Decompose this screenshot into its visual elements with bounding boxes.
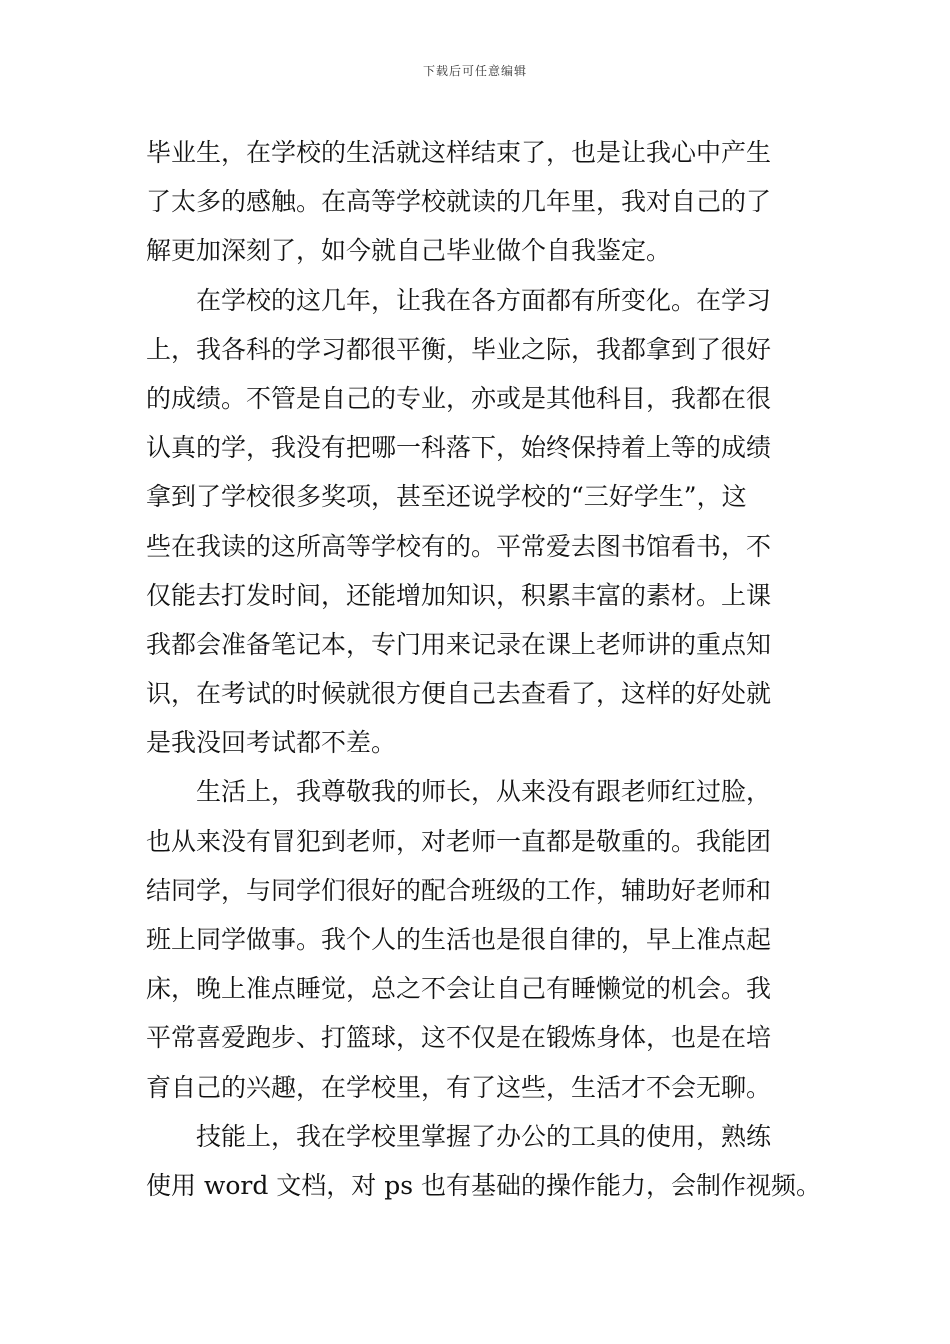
text-line: 些在我读的这所高等学校有的。平常爱去图书馆看书，不 [146,531,772,561]
paragraph-4 [146,1112,822,1210]
text-line: 育自己的兴趣，在学校里，有了这些，生活才不会无聊。 [146,1072,772,1102]
text-line: 班上同学做事。我个人的生活也是很自律的，早上准点起 [146,925,772,954]
text-line: 识，在考试的时候就很方便自己去查看了，这样的好处就 [146,679,772,709]
text-line: 认真的学，我没有把哪一科落下，始终保持着上等的成绩 [146,433,772,463]
paragraph-1 [146,128,810,276]
text-line: 是我没回考试都不差。 [146,728,397,758]
text-line: 平常喜爱跑步、打篮球，这不仅是在锻炼身体，也是在培 [146,1023,772,1053]
text-line: 在学校的这几年，让我在各方面都有所变化。在学习 [146,285,772,315]
text-line: 解更加深刻了，如今就自己毕业做个自我鉴定。 [146,236,672,266]
text-line: 毕业生，在学校的生活就这样结束了，也是让我心中产生 [146,138,772,167]
text-line: 结同学，与同学们很好的配合班级的工作，辅助好老师和 [146,875,772,905]
text-line: 技能上，我在学校里掌握了办公的工具的使用，熟练 [146,1121,772,1151]
paragraph-3 [146,767,810,1111]
text-line: 我都会准备笔记本，专门用来记录在课上老师讲的重点知 [146,629,772,659]
text-line: 生活上，我尊敬我的师长，从来没有跟老师红过脸， [146,777,772,807]
text-line: 了太多的感触。在高等学校就读的几年里，我对自己的了 [146,187,772,217]
text-line: 也从来没有冒犯到老师，对老师一直都是敬重的。我能团 [146,826,772,856]
text-line: 使用 word 文档，对 ps 也有基础的操作能力，会制作视频。 [146,1170,822,1200]
text-line: 床，晚上准点睡觉，总之不会让自己有睡懒觉的机会。我 [146,974,772,1004]
paragraph-2 [146,276,810,768]
text-line: 拿到了学校很多奖项，甚至还说学校的“三好学生”，这 [146,482,747,512]
text-line: 仅能去打发时间，还能增加知识，积累丰富的素材。上课 [146,580,772,610]
text-line: 上，我各科的学习都很平衡，毕业之际，我都拿到了很好 [146,334,772,364]
text-line: 的成绩。不管是自己的专业，亦或是其他科目，我都在很 [146,383,772,413]
page-header: 下载后可任意编辑 [422,64,527,78]
document-body [146,128,822,1210]
